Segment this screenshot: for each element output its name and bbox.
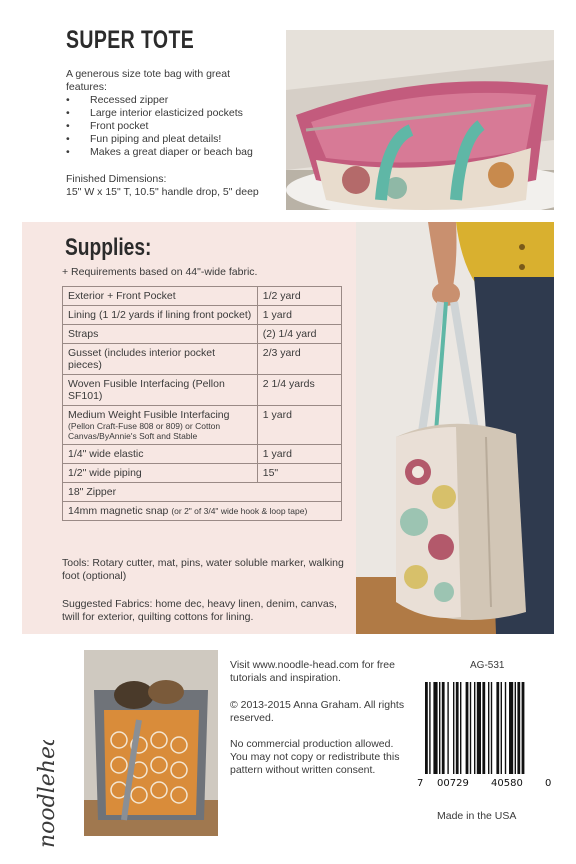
barcode-bar	[433, 682, 437, 774]
model-with-tote-photo	[356, 222, 554, 634]
table-row	[63, 483, 342, 502]
barcode-bar	[474, 682, 475, 774]
barcode-bar	[470, 682, 471, 774]
supply-qty: (2) 1/4 yard	[257, 325, 341, 344]
barcode-bar	[517, 682, 520, 774]
visit-text: Visit www.noodle-head.com for free tutorials and inspiration.	[230, 659, 395, 684]
sku-code: AG-531	[470, 660, 505, 671]
barcode-bar	[509, 682, 513, 774]
supply-item-name: Medium Weight Fusible Interfacing	[68, 409, 230, 421]
table-row	[63, 406, 342, 445]
finished-dimensions	[66, 173, 276, 199]
made-in-text: Made in the USA	[437, 810, 517, 822]
tools-text: Tools: Rotary cutter, mat, pins, water soluble marker, walking foot (optional)	[62, 557, 344, 582]
supply-item-name: 14mm magnetic snap	[68, 505, 169, 517]
supply-item: 18" Zipper	[63, 483, 342, 502]
barcode-bar	[466, 682, 469, 774]
tote-with-shoes-photo	[84, 650, 218, 836]
barcode-bar	[488, 682, 489, 774]
table-row	[63, 464, 342, 483]
barcode-digit-prefix: 7	[417, 778, 424, 788]
barcode-bar	[456, 682, 459, 774]
dims-label: Finished Dimensions:	[66, 173, 167, 185]
barcode-bar	[501, 682, 502, 774]
barcode-digits-left: 00729	[437, 778, 469, 788]
list-item: • Recessed zipper	[66, 94, 276, 107]
supply-qty: 15"	[257, 464, 341, 483]
barcode-bar	[496, 682, 499, 774]
supply-qty: 2 1/4 yards	[257, 375, 341, 406]
barcode-bar	[477, 682, 481, 774]
supply-qty: 2/3 yard	[257, 344, 341, 375]
supply-item-note: (Pellon Craft-Fuse 808 or 809) or Cotton Canvas/ByAnnie's Soft and Stable	[68, 421, 221, 441]
barcode-bar	[482, 682, 485, 774]
table-row	[63, 287, 342, 306]
list-item: • Front pocket	[66, 120, 276, 133]
intro-line-2: features:	[66, 81, 107, 93]
supplies-table	[62, 286, 342, 521]
list-item: • Large interior elasticized pockets	[66, 107, 276, 120]
barcode	[415, 678, 555, 788]
suggested-fabrics-text: Suggested Fabrics: home dec, heavy linen, denim, canvas, twill for exterior, quilting cottons for lining.	[62, 598, 337, 623]
supply-qty: 1 yard	[257, 445, 341, 464]
tote-interior-photo	[286, 30, 554, 210]
barcode-bar	[460, 682, 461, 774]
list-item: • Makes a great diaper or beach bag	[66, 146, 276, 159]
logo-text: noodlehead	[35, 740, 60, 848]
barcode-bar	[515, 682, 516, 774]
supply-qty: 1 yard	[257, 406, 341, 445]
barcode-bar	[453, 682, 454, 774]
feature-list	[66, 94, 276, 159]
table-row	[63, 344, 342, 375]
supply-item: Gusset (includes interior pocket pieces)	[63, 344, 258, 375]
barcode-bar	[491, 682, 492, 774]
table-row	[63, 375, 342, 406]
supply-item: Lining (1 1/2 yards if lining front pocket)	[63, 306, 258, 325]
barcode-bar	[429, 682, 430, 774]
barcode-bar	[425, 682, 428, 774]
list-item: • Fun piping and pleat details!	[66, 133, 276, 146]
supply-item	[63, 502, 342, 521]
barcode-bar	[505, 682, 506, 774]
supply-item: Straps	[63, 325, 258, 344]
intro-block	[66, 68, 276, 159]
supply-qty: 1/2 yard	[257, 287, 341, 306]
supply-qty: 1 yard	[257, 306, 341, 325]
requirements-note: + Requirements based on 44"-wide fabric.	[62, 266, 258, 278]
supply-item: Woven Fusible Interfacing (Pellon SF101)	[63, 375, 258, 406]
copyright-text: © 2013-2015 Anna Graham. All rights reserved.	[230, 699, 405, 724]
barcode-digit-check: 0	[545, 778, 552, 788]
table-row	[63, 306, 342, 325]
barcode-bar	[447, 682, 448, 774]
noodlehead-logo	[12, 740, 72, 850]
barcode-bar	[439, 682, 440, 774]
supply-item: 1/2" wide piping	[63, 464, 258, 483]
supply-item-note: (or 2" of 3/4" wide hook & loop tape)	[171, 506, 308, 516]
page-title: SUPER TOTE	[66, 26, 195, 54]
barcode-digits-right: 40580	[491, 778, 523, 788]
supply-item: 1/4" wide elastic	[63, 445, 258, 464]
barcode-bar	[522, 682, 525, 774]
table-row	[63, 325, 342, 344]
dims-value: 15" W x 15" T, 10.5" handle drop, 5" deep	[66, 186, 259, 198]
table-row	[63, 445, 342, 464]
no-production-text: No commercial production allowed. You may not copy or redistribute this pattern without written consent.	[230, 738, 400, 776]
barcode-bar	[442, 682, 445, 774]
supply-item: Exterior + Front Pocket	[63, 287, 258, 306]
table-row	[63, 502, 342, 521]
supplies-title: Supplies:	[65, 234, 152, 261]
supply-item	[63, 406, 258, 445]
intro-line-1: A generous size tote bag with great	[66, 68, 231, 80]
